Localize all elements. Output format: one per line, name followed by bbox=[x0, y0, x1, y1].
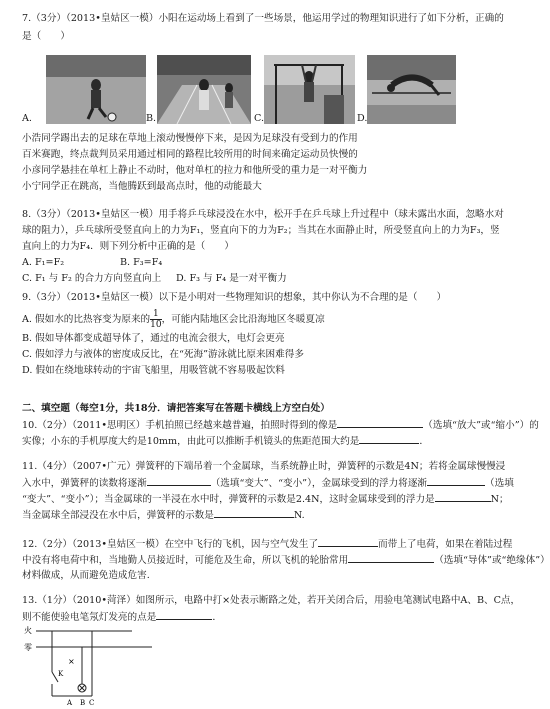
running-race-photo bbox=[157, 55, 251, 124]
point-c-label: C bbox=[89, 699, 95, 707]
q11-text: 当金属球全部浸没在水中后，弹簧秤的示数是 bbox=[22, 510, 214, 521]
q8-option-c: C. F₁ 与 F₂ 的合力方向竖直向上 bbox=[22, 273, 162, 284]
live-wire-label: 火 bbox=[24, 626, 32, 635]
point-a-label: A bbox=[67, 699, 73, 707]
q7-stem-line1: 7.（3分）（2013•皇姑区一模）小阳在运动场上看到了一些场景，他运用学过的物理知识进行了如下分析，正确的 bbox=[22, 13, 504, 24]
q11-text: N. bbox=[293, 510, 305, 521]
q13-line2 bbox=[22, 610, 222, 624]
q7-label-c: C. bbox=[254, 113, 265, 124]
q9-option-c: C. 假如浮力与液体的密度成反比，在“死海”游泳就比原来困难得多 bbox=[22, 349, 304, 360]
fraction-numerator: 1 bbox=[150, 309, 161, 320]
q11-line1: 11.（4分）（2007•广元）弹簧秤的下端吊着一个金属球，当系统静止时，弹簧秤的示数是4N；若将金属球慢慢浸 bbox=[22, 461, 506, 472]
q7-stem-line2: 是（ ） bbox=[22, 31, 70, 42]
q7-option-b: 百米赛跑，终点裁判员采用通过相同的路程比较所用的时间来确定运动员快慢的 bbox=[22, 149, 358, 160]
q8-option-b: B. F₃=F₄ bbox=[120, 257, 163, 268]
neutral-wire-label: 零 bbox=[24, 643, 32, 652]
q8-stem-line2: 球的阻力），乒乓球所受竖直向上的力为F₁，竖直向下的力为F₂；当其在水面静止时，所受竖直向上的力为F₃，竖 bbox=[22, 225, 500, 236]
high-bar-photo bbox=[264, 55, 355, 124]
q12-line3: 材料做成，从而避免造成危害. bbox=[22, 570, 150, 581]
q9-option-a-post: ，可能内陆地区会比沿海地区冬暖夏凉 bbox=[161, 314, 325, 325]
q11-text: （选填“变大”、“变小”），金属球受到的浮力将逐渐 bbox=[210, 478, 428, 489]
q11-text: N； bbox=[490, 494, 509, 505]
q11-line3 bbox=[22, 492, 509, 506]
q11-answer-blank-4[interactable] bbox=[214, 508, 294, 518]
q11-line2 bbox=[22, 476, 514, 490]
q12-line2 bbox=[22, 553, 550, 567]
q13-answer-blank[interactable] bbox=[156, 610, 212, 620]
q11-answer-blank-2[interactable] bbox=[427, 476, 485, 486]
q10-text: 实像；小东的手机厚度大约是10mm，由此可以推断手机镜头的焦距范围大约是 bbox=[22, 436, 360, 447]
q10-text: ． bbox=[419, 436, 429, 447]
break-mark-icon: × bbox=[68, 657, 75, 666]
high-jump-photo bbox=[367, 55, 456, 124]
q12-text: 12.（2分）（2013•皇姑区一模）在空中飞行的飞机，因与空气发生了 bbox=[22, 539, 319, 550]
q9-stem: 9.（3分）（2013•皇姑区一模）以下是小明对一些物理知识的想象，其中你认为不合理的是（ ） bbox=[22, 292, 447, 303]
q10-line2 bbox=[22, 434, 429, 448]
q13-line1: 13.（1分）（2010•菏泽）如图所示，电路中打×处表示断路之处，若开关闭合后，用验电笔测试电路中A、B、C点， bbox=[22, 595, 521, 606]
q7-option-c: 小彦同学悬挂在单杠上静止不动时，他对单杠的拉力和他所受的重力是一对平衡力 bbox=[22, 165, 368, 176]
q11-answer-blank-1[interactable] bbox=[147, 476, 211, 486]
point-b-label: B bbox=[80, 699, 86, 707]
q12-line1 bbox=[22, 537, 512, 551]
q11-text: “变大”、“变小”）；当金属球的一半浸在水中时，弹簧秤的示数是2.4N，这时金属球受到的浮力是 bbox=[22, 494, 435, 505]
q8-option-d: D. F₃ 与 F₄ 是一对平衡力 bbox=[176, 273, 287, 284]
q8-stem-line3: 直向上的力为F₄．则下列分析中正确的是（ ） bbox=[22, 241, 234, 252]
q7-option-d: 小宁同学正在跳高，当他腾跃到最高点时，他的动能最大 bbox=[22, 181, 262, 192]
circuit-diagram bbox=[22, 624, 172, 706]
fraction-denominator: 10 bbox=[150, 320, 162, 330]
q11-answer-blank-3[interactable] bbox=[435, 492, 491, 502]
section-heading: 二、填空题（每空1分，共18分．请把答案写在答题卡横线上方空白处） bbox=[22, 403, 330, 414]
q11-line4 bbox=[22, 508, 305, 522]
q8-option-a: A. F₁=F₂ bbox=[22, 257, 65, 268]
q11-text: （选填 bbox=[485, 478, 514, 489]
q13-text: ． bbox=[212, 612, 222, 623]
q9-option-a bbox=[22, 309, 325, 330]
switch-label: K bbox=[58, 670, 64, 678]
fraction bbox=[150, 309, 161, 330]
q7-label-b: B. bbox=[146, 113, 157, 124]
q12-answer-blank-2[interactable] bbox=[348, 553, 434, 563]
q10-text: （选填“放大”或“缩小”）的 bbox=[423, 420, 539, 431]
q12-text: （选填“导体”或“绝缘体”） bbox=[434, 555, 550, 566]
q9-option-a-pre: A. 假如水的比热容变为原来的 bbox=[22, 314, 151, 325]
q10-answer-blank-2[interactable] bbox=[359, 434, 419, 444]
q7-label-d: D. bbox=[357, 113, 368, 124]
q11-text: 入水中，弹簧秤的读数将逐渐 bbox=[22, 478, 147, 489]
q8-stem-line1: 8.（3分）（2013•皇姑区一模）用手将乒乓球浸没在水中，松开手在乒乓球上升过程中（球未露出水面，忽略水对 bbox=[22, 209, 504, 220]
q12-answer-blank-1[interactable] bbox=[318, 537, 378, 547]
q7-label-a: A. bbox=[22, 113, 32, 124]
q10-text: 10.（2分）（2011•思明区）手机拍照已经越来越普遍，拍照时得到的像是 bbox=[22, 420, 338, 431]
soccer-photo bbox=[46, 55, 146, 124]
q10-answer-blank-1[interactable] bbox=[337, 418, 423, 428]
q10-line1 bbox=[22, 418, 539, 432]
q12-text: 中没有将电荷中和，当地勤人员接近时，可能危及生命，所以飞机的轮胎常用 bbox=[22, 555, 349, 566]
q13-text: 则不能使验电笔氖灯发亮的点是 bbox=[22, 612, 157, 623]
q12-text: 而带上了电荷，如果在着陆过程 bbox=[378, 539, 513, 550]
q9-option-b: B. 假如导体都变成超导体了，通过的电流会很大，电灯会更亮 bbox=[22, 333, 285, 344]
q7-option-a: 小浩同学踢出去的足球在草地上滚动慢慢停下来，是因为足球没有受到力的作用 bbox=[22, 133, 358, 144]
q9-option-d: D. 假如在绕地球转动的宇宙飞船里，用吸管就不容易吸起饮料 bbox=[22, 365, 285, 376]
